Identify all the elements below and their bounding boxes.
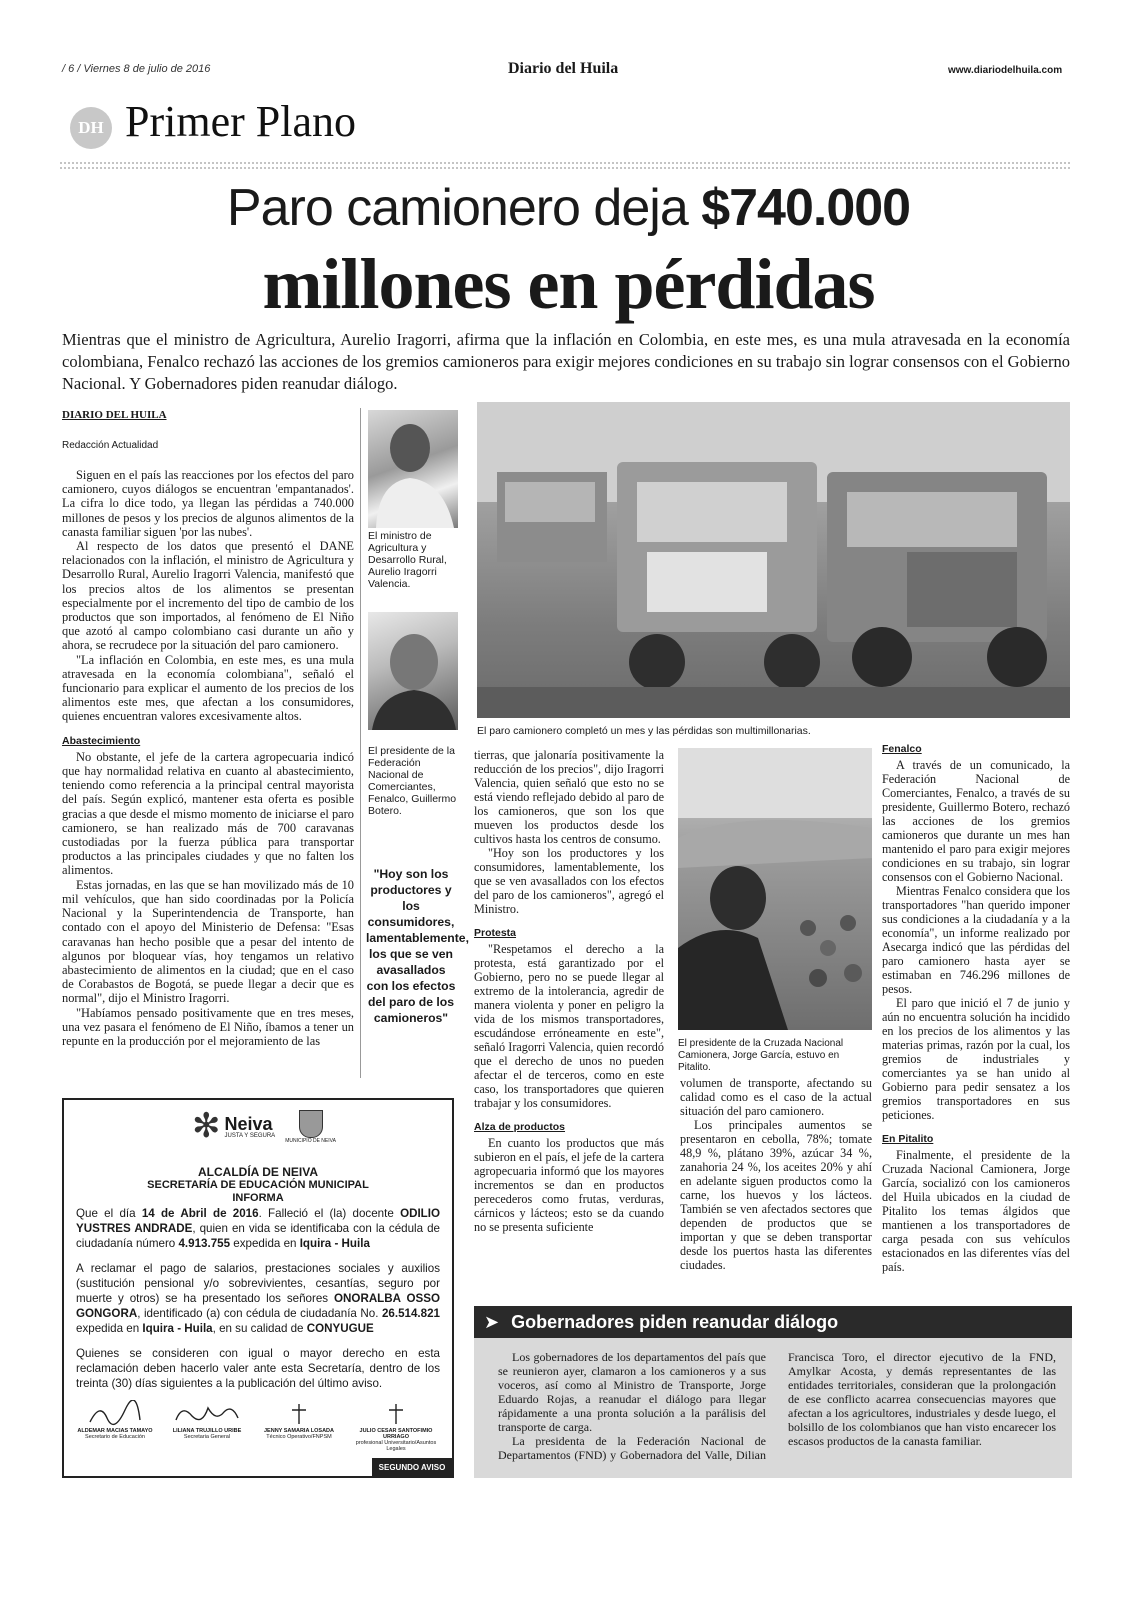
col1-subhead-abastecimiento: Abastecimiento: [62, 734, 141, 747]
pitalito-illustration: [678, 748, 872, 1030]
portrait-iragorri-figure: [368, 410, 458, 528]
column-3: [474, 748, 664, 1298]
crest-icon: [299, 1110, 323, 1138]
gobernadores-title-bar: [474, 1306, 1072, 1338]
col5-subhead-pitalito: En Pitalito: [882, 1133, 934, 1145]
arrow-icon: ➤: [484, 1311, 500, 1332]
col5-subhead-fenalco: Fenalco: [882, 743, 922, 755]
trucks-illustration: [477, 402, 1070, 718]
notice-box: [62, 1098, 454, 1478]
gobernadores-box: [474, 1306, 1072, 1478]
notice-footer-label: SEGUNDO AVISO: [378, 1462, 446, 1472]
col3-p1: tierras, que jalonaría positivamente la reducción de los precios", dijo Iragorri Valencia, quien señaló que esto no se está viendo reflejado debido al paro de los camioneros, que son los que mueven los productos desde los cultivos hasta los centros de consumo.: [474, 748, 664, 846]
crest-caption: MUNICIPIO DE NEIVA: [285, 1138, 336, 1144]
notice-logo: [192, 1110, 336, 1144]
col5-p2: Mientras Fenalco considera que los transportadores "han querido imponer sus condiciones a la ciudadanía y a la economía", un informe realizado por Asecarga indicó que las pérdidas del paro camionero hasta ayer se estimaban en 746.296 millones de pesos.: [882, 884, 1070, 996]
gobernadores-body: [498, 1350, 1056, 1474]
signature-3: JENNY SAMARIA LOSADA Técnico Operativo/FNPSM: [256, 1400, 342, 1452]
neiva-logo-text: Neiva: [224, 1114, 273, 1134]
pull-quote: "Hoy son los productores y los consumidores, lamentablemente, los que se ven avasallados con los efectos del paro de los camioneros": [366, 867, 469, 1025]
page-info: / 6 / Viernes 8 de julio de 2016: [62, 63, 211, 75]
notice-p1: Que el día 14 de Abril de 2016. Falleció el (la) docente ODILIO YUSTRES ANDRADE, quien en vida se identificaba con la cédula de ciudadanía número 4.913.755 expedida en Iquira - Huila: [76, 1207, 440, 1250]
gobernadores-title: Gobernadores piden reanudar diálogo: [511, 1311, 839, 1332]
byline-source: DIARIO DEL HUILA: [62, 409, 167, 421]
headline-line1-light: Paro camionero deja: [226, 179, 702, 237]
notice-p3: Quienes se consideren con igual o mayor derecho en esta reclamación deben hacerlo valer ante esta Secretaría, dentro de los treinta (30) días siguientes a la publicación del último aviso.: [76, 1347, 440, 1390]
signature-2: LILIANA TRUJILLO URIBE Secretaria General: [162, 1400, 252, 1452]
dh-logo: [70, 107, 112, 149]
signature-4: JULIO CESAR SANTOFIMIO URRIAGO profesional Universitario/Asuntos Legales: [346, 1400, 446, 1452]
signature-mark-1: [85, 1400, 145, 1428]
signature-mark-3: [284, 1400, 314, 1428]
col3-p3: "Respetamos el derecho a la protesta, está garantizado por el Gobierno, pero no se puede llegar al extremo de la intolerancia, agredir de manera violenta y poner en peligro la vida de los mismos transportadores, escudándose erróneamente en este", señaló Iragorri Valencia, quien recordó que el derecho de unos no pueden afectar el de terceros, como en este caso, los transportadores que quieren trabajar y los consumidores.: [474, 942, 664, 1110]
col5-p1: A través de un comunicado, la Federación Nacional de Comerciantes, Fenalco, a través de su presidente, Guillermo Botero, rechazó las acciones de los gremios camioneros que durante un mes han mantenido el paro para exigir mejores condiciones en su trabajo, sin lograr consensos con el Gobierno Nacional.: [882, 758, 1070, 884]
dh-logo-text: DH: [78, 118, 104, 137]
col1-p3: "La inflación en Colombia, en este mes, es una mula atravesada en la economía colombiana", señaló el funcionario para explicar el aumento de los precios de los alimentos este mes, que afectan a los consumidores, quienes encuentran valores excesivamente altos.: [62, 652, 354, 724]
crest-wrap: [285, 1110, 336, 1144]
caption-botero: El presidente de la Federación Nacional de Comerciantes, Fenalco, Guillermo Botero.: [368, 745, 457, 817]
col1-p2: Al respecto de los datos que presentó el DANE relacionados con la inflación, el ministro de Agricultura y Desarrollo Rural, Aurelio Iragorri Valencia, manifestó que los precios altos de los alimentos se presentan especialmente por el incremento del tipo de cambio de los productos que son importados, al fenómeno de El Niño que azotó al campo colombiano casi durante un año y ahora, se recrudece por la situación del paro camionero.: [62, 539, 354, 653]
notice-line2: SECRETARÍA DE EDUCACIÓN MUNICIPAL: [147, 1179, 369, 1191]
notice-line3: INFORMA: [232, 1192, 284, 1204]
byline-desk: Redacción Actualidad: [62, 440, 159, 451]
col3-p4: En cuanto los productos que más subieron en el país, el jefe de la cartera agropecuaria informó que los mayores incrementos se dan en productos perecederos como frutas, verduras, cárnicos y lácteos; esto se da cuando no se presenta suficiente: [474, 1136, 664, 1234]
signature-1: ALDEMAR MACIAS TAMAYO Secretario de Educación: [72, 1400, 158, 1452]
section-title: Primer Plano: [125, 97, 356, 146]
col1-p6: "Habíamos pensado positivamente que en tres meses, una vez pasara el fenómeno de El Niño, íbamos a tener un repunte en la producción por el mejoramiento de las: [62, 1005, 354, 1048]
neiva-logo-text-wrap: [225, 1115, 276, 1139]
gobernadores-p2: La presidenta de la Federación Nacional de Departamentos (FND) y Gobernadora del Valle, Dilian Francisca Toro, el director ejecutivo de la FND, Amylkar Acosta, y demás representantes de las entidades territoriales, consideran que la prolongación de ese conflicto acarrea consecuencias mayores que afectan a los agricultores, industriales y desde luego, el bolsillo de los colombianos que han visto encarecer los escasos productos de la canasta familiar.: [498, 1350, 1056, 1462]
col5-p4: Finalmente, el presidente de la Cruzada Nacional Camionera, Jorge García, socializó con los camioneros del Huila ubicados en la ciudad de Pitalito los temas álgidos que mantienen a los transportadores de carga pesada con sus vehículos estacionados en las diferentes vías del país.: [882, 1148, 1070, 1274]
lead-paragraph: Mientras que el ministro de Agricultura, Aurelio Iragorri, afirma que la inflación en Colombia, en este mes, es una mula atravesada en la economía colombiana, Fenalco rechazó las acciones de los gremios camioneros para exigir mejores condiciones en su trabajo sin lograr consensos con el Gobierno Nacional. Y Gobernadores piden reanudar diálogo.: [62, 330, 1070, 393]
portrait-botero-figure: [368, 612, 458, 730]
headline-line1: [0, 178, 1137, 238]
neiva-star-icon: ✻: [192, 1108, 221, 1145]
main-photo-caption: El paro camionero completó un mes y las pérdidas son multimillonarias.: [477, 725, 811, 737]
col3-subhead-protesta: Protesta: [474, 927, 517, 939]
column-5: [882, 742, 1070, 1298]
col1-p5: Estas jornadas, en las que se han movilizado más de 10 mil vehículos, que han sido coordinadas por la Policía Nacional y la Superintendencia de Transporte, han contado con el apoyo del Ministerio de Defensa: "Esas caravanas han hecho posible que a pesar del intento de algunos por bloquear vías, hoy tengamos un relativo abastecimiento de alimentos en la ciudad; que en el caso de Corabastos de Bogotá, se puede llegar a decir que es normal", dijo el Ministro Iragorri.: [62, 877, 354, 1006]
notice-body: [76, 1206, 440, 1391]
portrait-botero: [368, 612, 458, 730]
paper-name: Diario del Huila: [508, 60, 619, 77]
notice-p2: A reclamar el pago de salarios, prestaciones sociales y auxilios (sustitución pensional y/o sobrevivientes, cesantías, seguro por muerte y otros) se ha presentado los señores ONORALBA OSSO GONGORA, identificado (a) con cédula de ciudadanía No. 26.514.821 expedida en Iquira - Huila, en su calidad de CONYUGUE: [76, 1262, 440, 1335]
column-4: [680, 1076, 872, 1296]
col5-p3: El paro que inició el 7 de junio y aún no encuentra solución ha incidido en los precios de los alimentos y las materias primas, razón por la cual, los gremios de industriales y comerciantes ya se han unido al Gobierno para pedir sensatez a los gremios transportadores en sus peticiones.: [882, 996, 1070, 1122]
signature-mark-2: [172, 1400, 242, 1428]
col4-p1: volumen de transporte, afectando su calidad como es el caso de la actual situación del paro camionero.: [680, 1076, 872, 1118]
notice-footer-tab: [372, 1458, 452, 1476]
col1-p4: No obstante, el jefe de la cartera agropecuaria indicó que hay normalidad relativa en cuanto al abastecimiento, teniendo como referencia a la principal central mayorista del país. Según explicó, mantener esta oferta es posible gracias a que desde el mismo momento de iniciarse el paro camionero, se han realizado más de 700 caravanas custodiadas por la fuerza pública para transportar productos a las principales ciudades y que no falten los alimentos.: [62, 749, 354, 878]
website[interactable]: www.diariodelhuila.com: [948, 65, 1063, 76]
notice-line1: ALCALDÍA DE NEIVA: [198, 1165, 318, 1179]
neiva-logo-sub: JUSTA Y SEGURA: [224, 1133, 276, 1139]
headline-amount: $740.000: [701, 179, 911, 237]
col4-p2: Los principales aumentos se presentaron en cebolla, 78%; tomate 48,9 %, plátano 39%, azúcar 34 %, zanahoria 24 %, los aceites 20% y ahí en adelante siguen productos como la carne, los huevos y los lácteos. También se ven afectados sectores que dependen de productos que se importan y que se deben transportar desde los puertos hasta las diferentes ciudades.: [680, 1118, 872, 1272]
photo-pitalito-caption: El presidente de la Cruzada Nacional Camionera, Jorge García, estuvo en Pitalito.: [678, 1038, 844, 1073]
portrait-iragorri: [368, 410, 458, 528]
main-photo-trucks: [477, 402, 1070, 718]
section-divider: [60, 160, 1070, 172]
gobernadores-p1: Los gobernadores de los departamentos del país que se reunieron ayer, clamaron a los camioneros y a sus voceros, así como al Ministro de Transporte, Jorge Eduardo Rojas, a reanudar el diálogo para llegar rápidamente a una pronta solución a la parálisis del transporte de carga.: [498, 1350, 766, 1434]
col1-p1: Siguen en el país las reacciones por los efectos del paro camionero, cuyos diálogos se encuentran 'empantanados'. La cifra lo dice todo, ya llegan las pérdidas a 740.000 millones de pesos y los precios de algunos alimentos de la canasta familiar siguen 'por las nubes'.: [62, 468, 354, 539]
col3-p2: "Hoy son los productores y los consumidores, lamentablemente, los que se ven avasallados con los efectos del paro de los camioneros", agregó el Ministro.: [474, 846, 664, 916]
signature-mark-4: [381, 1400, 411, 1428]
sidebar-rule: [360, 408, 361, 1078]
photo-pitalito: [678, 748, 872, 1030]
caption-iragorri: El ministro de Agricultura y Desarrollo Rural, Aurelio Iragorri Valencia.: [368, 530, 447, 590]
signatures-row: [72, 1400, 446, 1452]
col3-subhead-alza: Alza de productos: [474, 1121, 566, 1133]
column-1: [62, 468, 354, 1076]
headline-line2: millones en pérdidas: [262, 244, 875, 324]
